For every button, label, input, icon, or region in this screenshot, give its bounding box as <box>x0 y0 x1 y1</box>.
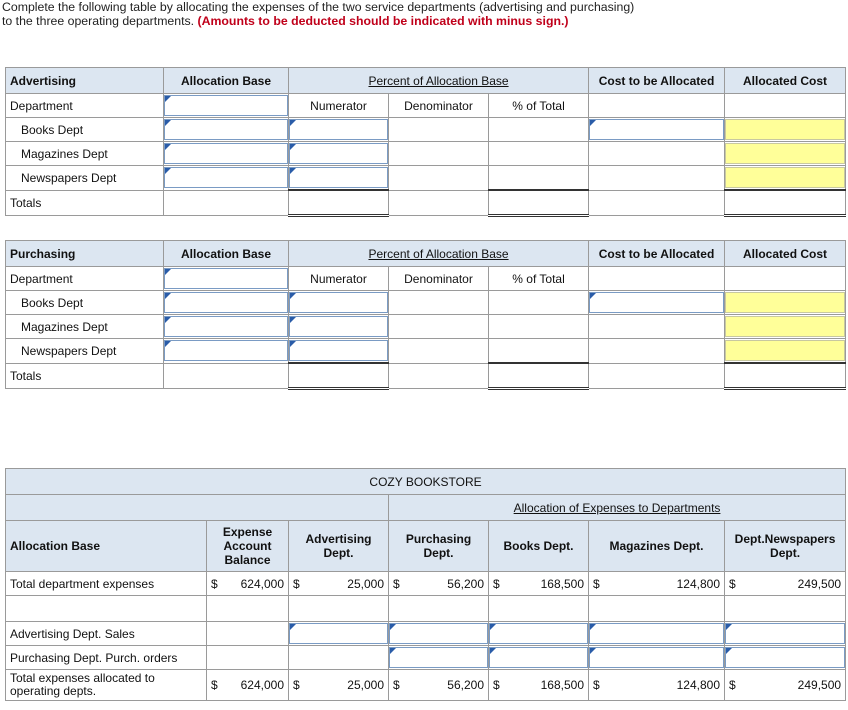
alloc-cell <box>725 166 846 191</box>
pur-mag-numerator-input[interactable] <box>289 316 388 337</box>
val-mag <box>589 572 725 596</box>
adv-books-numerator-input[interactable] <box>289 119 388 140</box>
blank-cell <box>207 646 289 670</box>
col-adv: Advertising Dept. <box>289 521 389 572</box>
currency-sign: $ <box>393 576 400 591</box>
num-cell <box>289 315 389 339</box>
advertising-table <box>5 67 846 217</box>
blank-cell <box>389 166 489 191</box>
col-mag: Magazines Dept. <box>589 521 725 572</box>
news-cell <box>725 646 846 670</box>
amount: 168,500 <box>540 576 584 591</box>
row-label: Magazines Dept <box>6 315 164 339</box>
sum-adv-books-input[interactable] <box>489 623 588 644</box>
base-cell <box>164 315 289 339</box>
val-books <box>489 572 589 596</box>
currency-sign: $ <box>293 678 300 692</box>
mag-cell <box>589 622 725 646</box>
blank-cell <box>489 142 589 166</box>
final-mag <box>589 670 725 701</box>
row-total-label: Total department expenses <box>6 572 207 596</box>
base-cell <box>164 339 289 364</box>
sum-pur-pur-input[interactable] <box>389 647 488 668</box>
blank-cell <box>589 363 725 389</box>
sum-adv-pur-input[interactable] <box>389 623 488 644</box>
col-books: Books Dept. <box>489 521 589 572</box>
allocated-header: Allocated Cost <box>725 68 846 94</box>
advertising-title: Advertising <box>6 68 164 94</box>
base-cell <box>164 267 289 291</box>
instructions-emphasis: (Amounts to be deducted should be indicated with minus sign.) <box>197 14 569 28</box>
final-adv <box>289 670 389 701</box>
num-cell <box>289 339 389 364</box>
final-pur <box>389 670 489 701</box>
blank-cell <box>6 596 207 622</box>
currency-sign: $ <box>211 678 218 692</box>
row-pur-label: Purchasing Dept. Purch. orders <box>6 646 207 670</box>
sum-adv-adv-input[interactable] <box>289 623 388 644</box>
row-adv-label: Advertising Dept. Sales <box>6 622 207 646</box>
adv-mag-base-input[interactable] <box>164 143 288 164</box>
row-label: Newspapers Dept <box>6 339 164 364</box>
blank-cell <box>489 596 589 622</box>
adv-news-allocated-output <box>725 167 845 188</box>
blank-cell <box>207 596 289 622</box>
blank-cell <box>725 596 846 622</box>
currency-sign: $ <box>729 678 736 692</box>
blank-cell <box>489 315 589 339</box>
amount: 168,500 <box>540 678 584 692</box>
cost-header: Cost to be Allocated <box>589 241 725 267</box>
sum-pur-books-input[interactable] <box>489 647 588 668</box>
blank-cell <box>389 339 489 364</box>
num-cell <box>289 166 389 191</box>
blank-cell <box>725 94 846 118</box>
col-news: Dept.Newspapers Dept. <box>725 521 846 572</box>
alloc-cell <box>725 291 846 315</box>
alloc-cell <box>725 118 846 142</box>
adv-cell <box>289 622 389 646</box>
blank-cell <box>389 363 489 389</box>
currency-sign: $ <box>493 576 500 591</box>
denominator-label: Denominator <box>389 94 489 118</box>
col-base: Allocation Base <box>6 521 207 572</box>
percent-header-label: Percent of Allocation Base <box>368 73 509 88</box>
blank-cell <box>289 646 389 670</box>
blank-cell <box>389 118 489 142</box>
blank-cell <box>725 267 846 291</box>
blank-cell <box>489 166 589 191</box>
total-pct <box>489 363 589 389</box>
amount: 25,000 <box>347 576 384 591</box>
cost-cell <box>589 291 725 315</box>
currency-sign: $ <box>293 576 300 591</box>
adv-base-input[interactable] <box>164 95 288 116</box>
cost-header: Cost to be Allocated <box>589 68 725 94</box>
department-label: Department <box>6 267 164 291</box>
allocated-header: Allocated Cost <box>725 241 846 267</box>
percent-header <box>289 68 589 94</box>
alloc-cell <box>725 339 846 364</box>
books-cell <box>489 622 589 646</box>
pur-books-base-input[interactable] <box>164 292 288 313</box>
base-cell <box>164 118 289 142</box>
pur-cell <box>389 622 489 646</box>
instructions <box>2 0 642 28</box>
blank-cell <box>389 596 489 622</box>
blank-cell <box>589 190 725 216</box>
blank-cell <box>164 363 289 389</box>
blank-cell <box>389 315 489 339</box>
adv-books-allocated-output <box>725 119 845 140</box>
blank-cell <box>289 596 389 622</box>
allocation-base-header: Allocation Base <box>164 68 289 94</box>
percent-header-label: Percent of Allocation Base <box>368 246 509 261</box>
currency-sign: $ <box>729 576 736 591</box>
pur-news-allocated-output <box>725 340 845 361</box>
summary-table <box>5 468 846 701</box>
pur-mag-base-input[interactable] <box>164 316 288 337</box>
base-cell <box>164 94 289 118</box>
total-allocated <box>725 363 846 389</box>
final-expense <box>207 670 289 701</box>
currency-sign: $ <box>593 678 600 692</box>
numerator-label: Numerator <box>289 94 389 118</box>
blank-cell <box>207 622 289 646</box>
blank-cell <box>489 118 589 142</box>
department-label: Department <box>6 94 164 118</box>
pur-books-cost-input[interactable] <box>589 292 724 313</box>
blank-cell <box>589 267 725 291</box>
val-adv <box>289 572 389 596</box>
amount: 25,000 <box>347 678 384 692</box>
num-cell <box>289 291 389 315</box>
row-final-label: Total expenses allocated to operating depts. <box>6 670 207 701</box>
base-cell <box>164 142 289 166</box>
pur-base-input[interactable] <box>164 268 288 289</box>
purchasing-table <box>5 240 846 390</box>
blank-cell <box>589 339 725 364</box>
final-books <box>489 670 589 701</box>
currency-sign: $ <box>393 678 400 692</box>
allocation-subtitle <box>389 495 846 521</box>
blank-cell <box>489 291 589 315</box>
blank-cell <box>389 142 489 166</box>
totals-label: Totals <box>6 363 164 389</box>
percent-header <box>289 241 589 267</box>
total-pct <box>489 190 589 216</box>
base-cell <box>164 291 289 315</box>
currency-sign: $ <box>211 576 218 591</box>
pct-total-label: % of Total <box>489 94 589 118</box>
amount: 56,200 <box>447 576 484 591</box>
blank-cell <box>164 190 289 216</box>
row-label: Books Dept <box>6 118 164 142</box>
amount: 624,000 <box>240 576 284 591</box>
instructions-text: Complete the following table by allocating the expenses of the two service departments (advertising and purchasing) to the three operating departments. <box>2 0 635 28</box>
numerator-label: Numerator <box>289 267 389 291</box>
alloc-cell <box>725 315 846 339</box>
adv-books-cost-input[interactable] <box>589 119 724 140</box>
blank-cell <box>589 142 725 166</box>
books-cell <box>489 646 589 670</box>
blank-cell <box>389 190 489 216</box>
mag-cell <box>589 646 725 670</box>
pur-mag-allocated-output <box>725 316 845 337</box>
adv-mag-numerator-input[interactable] <box>289 143 388 164</box>
blank-cell <box>589 596 725 622</box>
row-label: Newspapers Dept <box>6 166 164 191</box>
amount: 124,800 <box>676 576 720 591</box>
col-pur: Purchasing Dept. <box>389 521 489 572</box>
allocation-base-header: Allocation Base <box>164 241 289 267</box>
pur-news-base-input[interactable] <box>164 340 288 361</box>
adv-news-base-input[interactable] <box>164 167 288 188</box>
total-numerator <box>289 190 389 216</box>
amount: 56,200 <box>447 678 484 692</box>
pct-total-label: % of Total <box>489 267 589 291</box>
sum-adv-mag-input[interactable] <box>589 623 724 644</box>
amount: 249,500 <box>797 678 842 692</box>
pur-news-numerator-input[interactable] <box>289 340 388 361</box>
alloc-cell <box>725 142 846 166</box>
base-cell <box>164 166 289 191</box>
row-label: Books Dept <box>6 291 164 315</box>
blank-cell <box>489 339 589 364</box>
blank-cell <box>389 291 489 315</box>
sum-pur-mag-input[interactable] <box>589 647 724 668</box>
num-cell <box>289 142 389 166</box>
currency-sign: $ <box>593 576 600 591</box>
amount: 249,500 <box>797 576 842 591</box>
cost-cell <box>589 118 725 142</box>
sum-adv-news-input[interactable] <box>725 623 845 644</box>
blank-cell <box>589 315 725 339</box>
amount: 124,800 <box>676 678 720 692</box>
company-name: COZY BOOKSTORE <box>6 469 846 495</box>
adv-news-numerator-input[interactable] <box>289 167 388 188</box>
pur-cell <box>389 646 489 670</box>
purchasing-title: Purchasing <box>6 241 164 267</box>
total-numerator <box>289 363 389 389</box>
totals-label: Totals <box>6 190 164 216</box>
val-pur <box>389 572 489 596</box>
pur-books-allocated-output <box>725 292 845 313</box>
blank-cell <box>6 495 389 521</box>
val-news <box>725 572 846 596</box>
amount: 624,000 <box>240 678 284 692</box>
sum-pur-news-input[interactable] <box>725 647 845 668</box>
pur-books-numerator-input[interactable] <box>289 292 388 313</box>
allocation-subtitle-label: Allocation of Expenses to Departments <box>513 500 721 515</box>
total-allocated <box>725 190 846 216</box>
col-expense: Expense Account Balance <box>207 521 289 572</box>
final-news <box>725 670 846 701</box>
news-cell <box>725 622 846 646</box>
blank-cell <box>589 166 725 191</box>
currency-sign: $ <box>493 678 500 692</box>
blank-cell <box>589 94 725 118</box>
denominator-label: Denominator <box>389 267 489 291</box>
adv-mag-allocated-output <box>725 143 845 164</box>
row-label: Magazines Dept <box>6 142 164 166</box>
val-expense <box>207 572 289 596</box>
adv-books-base-input[interactable] <box>164 119 288 140</box>
num-cell <box>289 118 389 142</box>
